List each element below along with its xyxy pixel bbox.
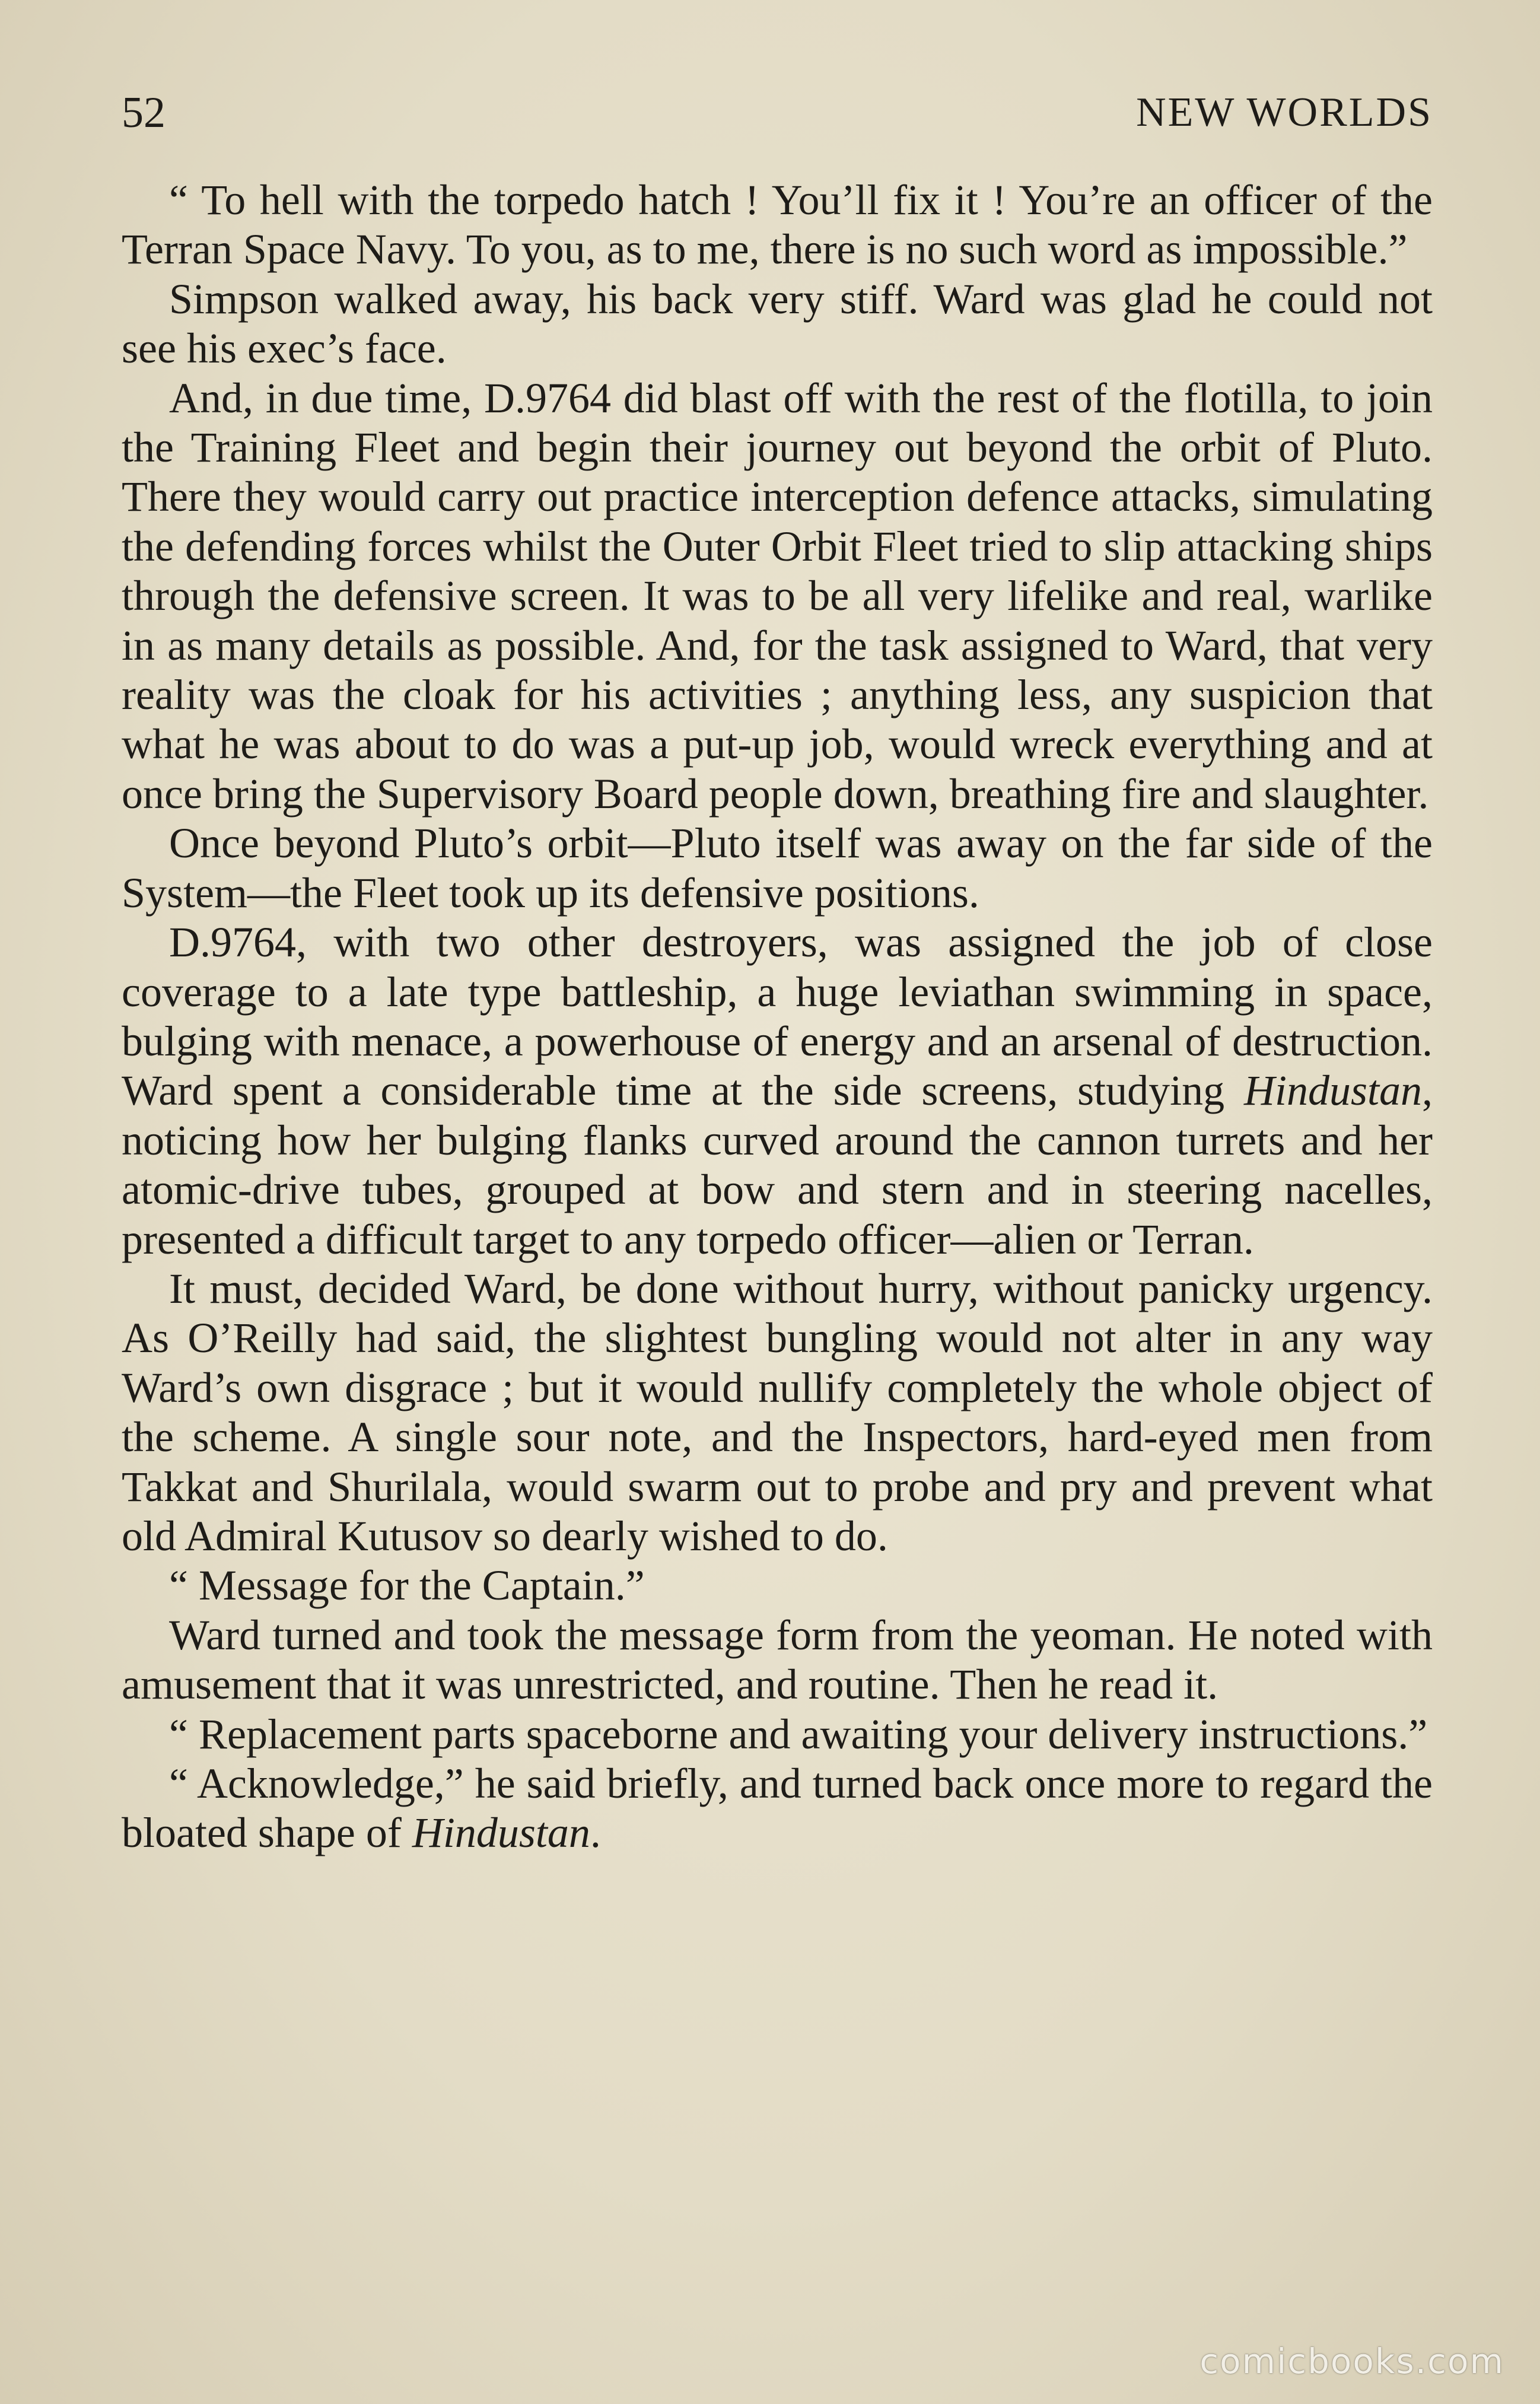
watermark: comicbooks.com	[1199, 2341, 1504, 2381]
story-text	[122, 176, 1433, 1858]
paragraph-3: And, in due time, D.9764 did blast off with the rest of the flotilla, to join the Training Fleet and begin their journey out beyond the orbit of Pluto. There they would carry out practice interception defence attacks, simulating the defending forces whilst the Outer Orbit Fleet tried to slip attacking ships through the defensive screen. It was to be all very lifelike and real, warlike in as many details as possible. And, for the task assigned to Ward, that very reality was the cloak for his activities ; anything less, any suspicion that what he was about to do was a put-up job, would wreck everything and at once bring the Supervisory Board people down, breathing fire and slaughter.	[122, 374, 1433, 818]
paragraph-9: “ Replacement parts spaceborne and awaiting your delivery instructions.”	[169, 1710, 1428, 1758]
paragraph-7: “ Message for the Captain.”	[169, 1562, 645, 1610]
paragraph-5-text-a: D.9764, with two other destroyers, was assigned the job of close coverage to a late type battleship, a huge leviathan swimming in space, bulging with menace, a powerhouse of energy and an arsenal of destruction. Ward spent a considerable time at the side screens, studying	[122, 918, 1433, 1115]
paragraph-8: Ward turned and took the message form from the yeoman. He noted with amusement that it was unrestricted, and routine. Then he read it.	[122, 1611, 1433, 1709]
ship-name-italic: Hindustan	[1243, 1067, 1422, 1115]
page-number: 52	[122, 88, 166, 137]
paragraph-5-text-b: , noticing how her bulging flanks curved around the cannon turrets and her atomic-drive tubes, grouped at bow and stern and in steering nacelles, presented a difficult target to any torpedo officer—alien or Terran.	[122, 1067, 1433, 1263]
ship-name-italic-2: Hindustan	[412, 1809, 590, 1857]
paragraph-1: “ To hell with the torpedo hatch ! You’ll fix it ! You’re an officer of the Terran Space Navy. To you, as to me, there is no such word as impossible.”	[122, 176, 1433, 274]
paragraph-10	[122, 1759, 1433, 1858]
paragraph-2: Simpson walked away, his back very stiff. Ward was glad he could not see his exec’s face.	[122, 275, 1433, 373]
paragraph-6: It must, decided Ward, be done without hurry, without panicky urgency. As O’Reilly had said, the slightest bungling would not alter in any way Ward’s own disgrace ; but it would nullify completely the whole object of the scheme. A single sour note, and the Inspectors, hard-eyed men from Takkat and Shurilala, would swarm out to probe and pry and prevent what old Admiral Kutusov so dearly wished to do.	[122, 1264, 1433, 1560]
paragraph-4: Once beyond Pluto’s orbit—Pluto itself was away on the far side of the System—the Fleet took up its defensive positions.	[122, 819, 1433, 917]
page-header	[122, 83, 1433, 142]
paragraph-10-text-b: .	[590, 1809, 601, 1857]
paragraph-5	[122, 918, 1433, 1264]
paragraph-10-text-a: “ Acknowledge,” he said briefly, and turned back once more to regard the bloated shape of	[122, 1760, 1433, 1857]
running-head: NEW WORLDS	[1136, 90, 1433, 135]
